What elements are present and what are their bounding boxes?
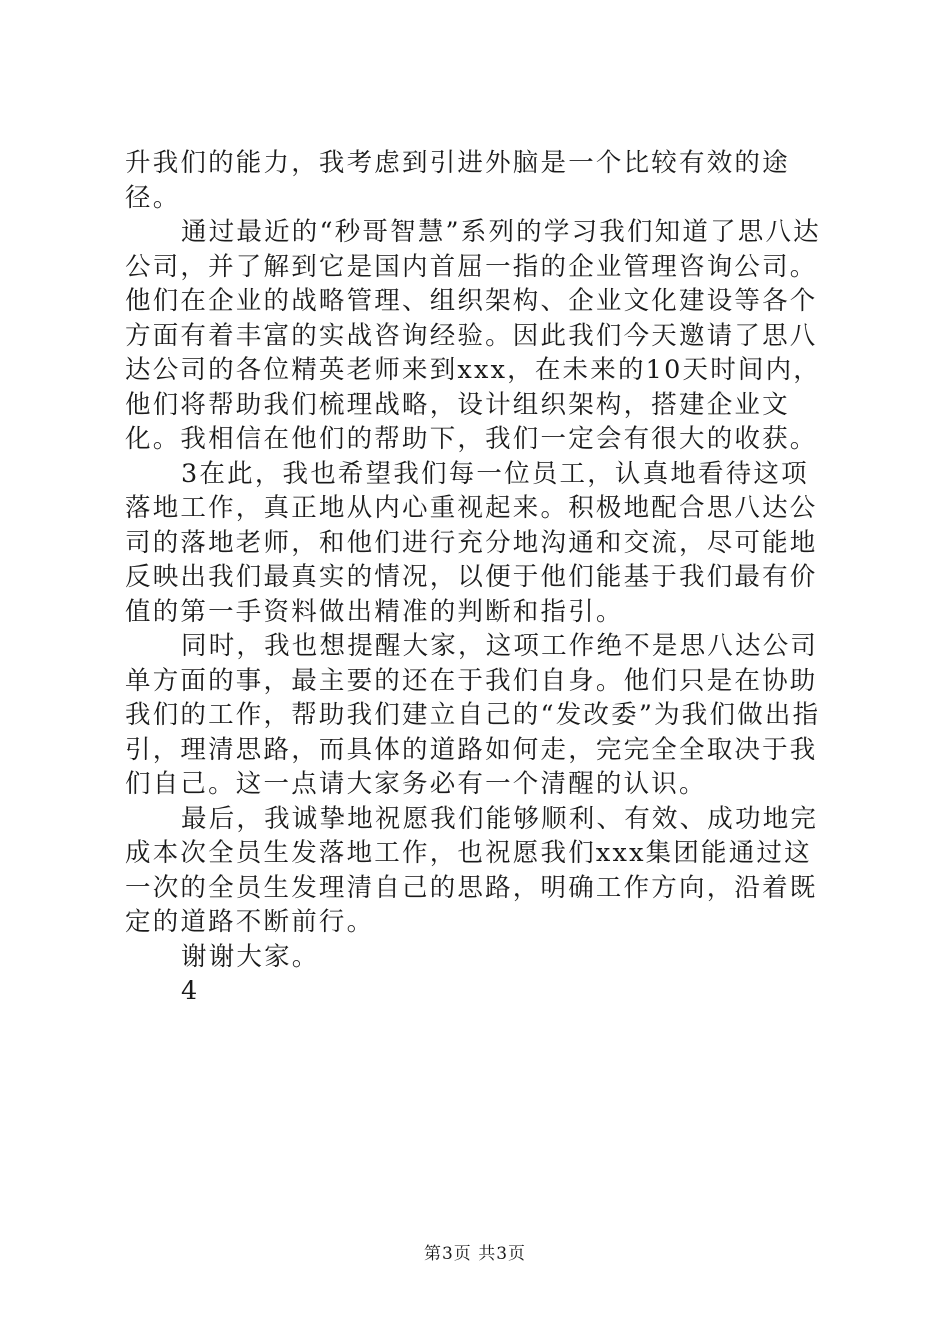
paragraph-siboda-intro: 通过最近的“秒哥智慧”系列的学习我们知道了思八达公司，并了解到它是国内首屈一指的企业管理咨询公司。他们在企业的战略管理、组织架构、企业文化建设等各个方面有着丰富的实战咨询经验。因此我们今天邀请了思八达公司的各位精英老师来到xxx，在未来的10天时间内，他们将帮助我们梳理战略，设计组织架构，搭建企业文化。我相信在他们的帮助下，我们一定会有很大的收获。 — [125, 217, 821, 454]
paragraph-closing-wishes: 最后，我诚挚地祝愿我们能够顺利、有效、成功地完成本次全员生发落地工作，也祝愿我们xxx集团能通过这一次的全员生发理清自己的思路，明确工作方向，沿着既定的道路不断前行。 — [125, 803, 819, 937]
paragraph-reminder: 同时，我也想提醒大家，这项工作绝不是思八达公司单方面的事，最主要的还在于我们自身。他们只是在协助我们的工作，帮助我们建立自己的“发改委”为我们做出指引，理清思路，而具体的道路如何走，完完全全取决于我们自己。这一点请大家务必有一个清醒的认识。 — [125, 631, 821, 799]
paragraph-thanks: 谢谢大家。 — [181, 941, 320, 972]
paragraph-number: 4 — [181, 976, 200, 1006]
paragraph-continuation: 升我们的能力，我考虑到引进外脑是一个比较有效的途径。 — [125, 148, 790, 213]
page-footer: 第3页 共3页 — [423, 1244, 527, 1264]
document-body — [125, 146, 835, 1009]
paragraph-employee-appeal: 3在此，我也希望我们每一位员工，认真地看待这项落地工作，真正地从内心重视起来。积极地配合思八达公司的落地老师，和他们进行充分地沟通和交流，尽可能地反映出我们最真实的情况，以便于他们能基于我们最有价值的第一手资料做出精准的判断和指引。 — [125, 458, 818, 627]
